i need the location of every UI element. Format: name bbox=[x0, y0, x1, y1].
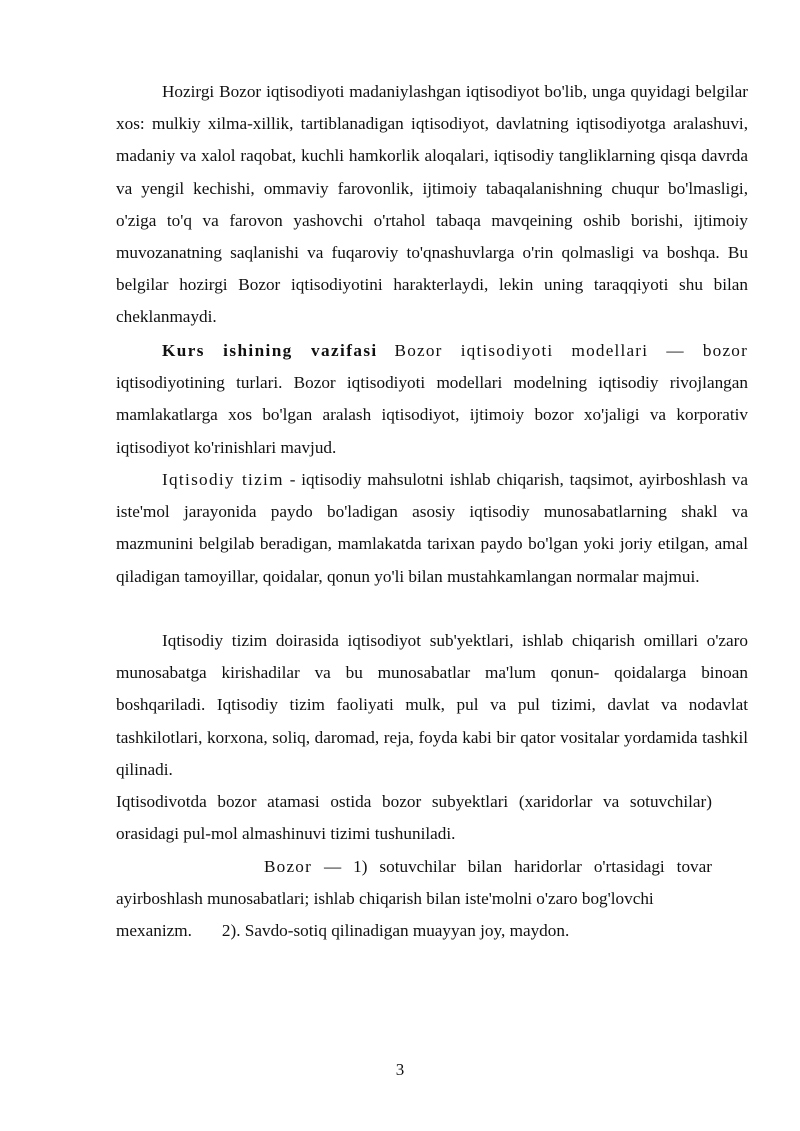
paragraph-text bbox=[116, 335, 748, 464]
definition-line-3-part2: 2). Savdo-sotiq qilinadigan muayyan joy, maydon. bbox=[221, 921, 570, 941]
paragraph-market-economy-features bbox=[116, 76, 748, 334]
paragraph-market-term bbox=[116, 786, 712, 850]
paragraph-course-objective bbox=[116, 335, 748, 464]
paragraph-economic-system-scope bbox=[116, 625, 748, 786]
paragraph-economic-system-definition bbox=[116, 464, 748, 593]
spaced-lead-text: Bozor bbox=[264, 857, 313, 876]
definition-line-1-rest: — 1) sotuvchilar bilan haridorlar o'rtasidagi tovar bbox=[323, 857, 712, 876]
paragraph-text: Hozirgi Bozor iqtisodiyoti madaniylashgan iqtisodiyot bo'lib, unga quyidagi belgilar xos: mulkiy xilma-xillik, tartiblanadigan iqtisodiyot, davlatning iqtisodiyotga aralashuvi, madaniy va xalol raqobat, kuchli hamkorlik aloqalari, iqtisodiy tangliklarning qisqa davrda va yengil kechishi, ommaviy farovonlik, ijtimoiy tabaqalanishning chuqur bo'lmasligi, o'ziga to'q va farovon yashovchi o'rtahol tabaqa mavqeining oshib borishi, ijtimoiy muvozanatning saqlanishi va fuqaroviy to'qnashuvlarga o'rin qolmasligi va boshqa. Bu belgilar hozirgi Bozor iqtisodiyotini harakterlaydi, lekin uning taraqqiyoti shu bilan cheklanmaydi. bbox=[116, 82, 748, 327]
definition-line-3 bbox=[116, 915, 712, 947]
paragraph-rest-text: - iqtisodiy mahsulotni ishlab chiqarish, taqsimot, ayirboshlash va iste'mol jarayonida paydo bo'ladigan asosiy iqtisodiy munosabatlarning shakl va mazmunini belgilab beradigan, mamlakatda tarixan paydo bo'lgan yoki joriy etilgan, amal qiladigan tamoyillar, qoidalar, qonun yo'li bilan mustahkamlangan normalar majmui. bbox=[116, 470, 749, 586]
definition-line-3-part1: mexanizm. bbox=[116, 921, 192, 941]
paragraph-rest-text: iqtisodiyotining turlari. Bozor iqtisodiyoti modellari modelning iqtisodiy rivojlangan mamlakatlarga xos bo'lgan aralash iqtisodiyot, ijtimoiy bozor xo'jaligi va korporativ iqtisodiyot ko'rinishlari mavjud. bbox=[116, 373, 748, 457]
definition-line-1 bbox=[116, 851, 712, 883]
paragraph-text: Iqtisodiy tizim doirasida iqtisodiyot sub'yektlari, ishlab chiqarish omillari o'zaro munosabatga kirishadilar va bu munosabatlar ma'lum qonun- qoidalarga binoan boshqariladi. Iqtisodiy tizim faoliyati mulk, pul va pul tizimi, davlat va nodavlat tashkilotlari, korxona, soliq, daromad, reja, foyda kabi bir qator vositalar yordamida tashkil qilinadi. bbox=[116, 631, 748, 779]
bold-lead-text: Kurs ishining vazifasi bbox=[162, 341, 378, 360]
spaced-lead-text: Iqtisodiy tizim bbox=[162, 470, 284, 489]
definition-line-2: ayirboshlash munosabatlari; ishlab chiqarish bilan iste'molni o'zaro bog'lovchi bbox=[116, 889, 654, 909]
spaced-lead-text: Bozor iqtisodiyoti modellari — bozor bbox=[394, 341, 749, 360]
page-number: 3 bbox=[395, 1060, 405, 1079]
paragraph-text bbox=[116, 464, 748, 593]
paragraph-market-definition bbox=[116, 851, 712, 948]
paragraph-text: Iqtisodivotda bozor atamasi ostida bozor subyektlari (xaridorlar va sotuvchilar) orasidagi pul-mol almashinuvi tizimi tushuniladi. bbox=[116, 792, 712, 844]
